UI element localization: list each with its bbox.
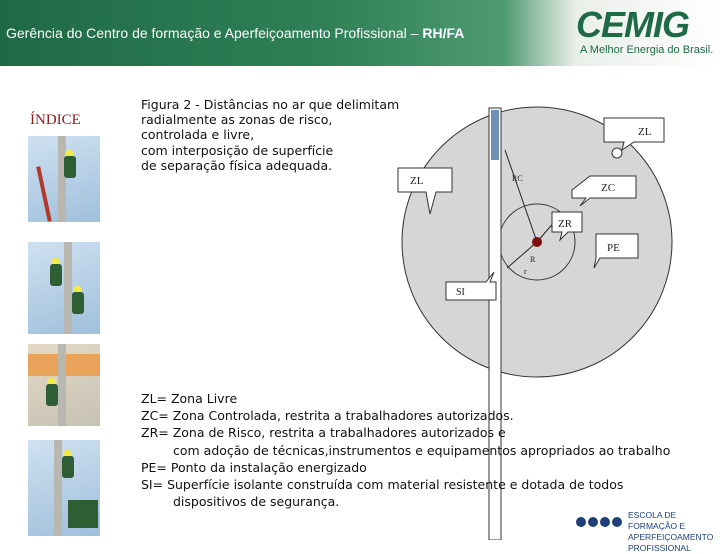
school-logo-dots xyxy=(576,512,624,531)
label-si: SI xyxy=(456,287,465,298)
legend-line: com adoção de técnicas,instrumentos e equipamentos apropriados ao trabalho xyxy=(173,442,671,458)
header-title-text: Gerência do Centro de formação e Aperfeiçoamento Profissional – xyxy=(6,25,423,41)
school-line-1: ESCOLA DE FORMAÇÃO E xyxy=(628,510,686,531)
legend-line: PE= Ponto da instalação energizado xyxy=(141,459,367,475)
header-title-code: RH/FA xyxy=(422,25,465,41)
label-r-upper: R xyxy=(530,255,536,264)
barrier-top-marker xyxy=(491,110,499,160)
school-logo-text xyxy=(628,510,718,554)
legend-line: dispositivos de segurança. xyxy=(173,494,340,510)
zone-legend xyxy=(141,390,711,510)
cemig-logo-word: CEMIG xyxy=(576,4,690,45)
label-r-lower: r xyxy=(524,267,527,276)
school-logo xyxy=(574,508,718,553)
cemig-logo-tagline: A Melhor Energia do Brasil. xyxy=(580,44,714,56)
label-zc: ZC xyxy=(601,182,616,194)
legend-line: SI= Superfície isolante construída com material resistente e dotada de todos xyxy=(141,477,624,493)
energized-point-dot xyxy=(532,237,542,247)
label-zl-left: ZL xyxy=(410,175,424,187)
free-zone-marker xyxy=(612,148,622,158)
label-pe: PE xyxy=(607,242,620,254)
label-zr: ZR xyxy=(558,218,573,230)
label-zl-right: ZL xyxy=(638,126,652,138)
label-rc: RC xyxy=(512,174,523,183)
legend-line: ZC= Zona Controlada, restrita a trabalhadores autorizados. xyxy=(141,408,514,424)
legend-line: ZR= Zona de Risco, restrita a trabalhadores autorizados e xyxy=(141,425,506,441)
legend-line: ZL= Zona Livre xyxy=(141,391,238,406)
figure-caption: Figura 2 - Distâncias no ar que delimitam radialmente as zonas de risco, controlada e livre, com interposição de superfície de separação física adequada. xyxy=(141,97,400,173)
index-link[interactable]: ÍNDICE xyxy=(30,112,81,128)
school-line-2: APERFEIÇOAMENTO PROFISSIONAL xyxy=(628,532,714,553)
